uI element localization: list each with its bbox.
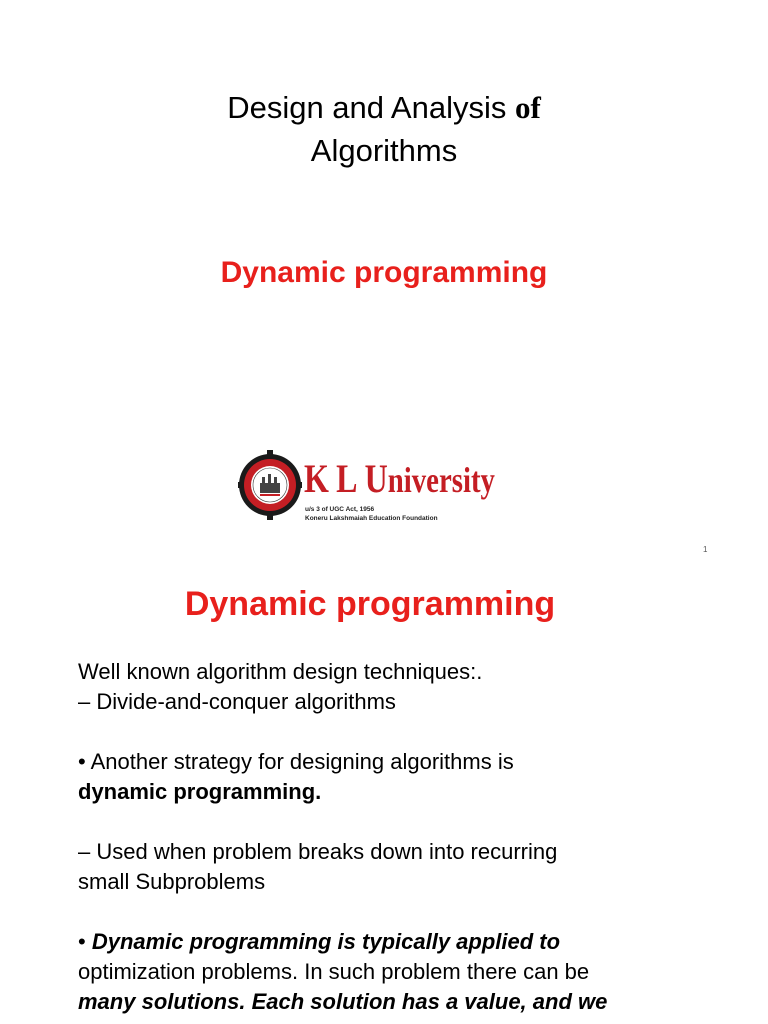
bullet-optimization-line-3: many solutions. Each solution has a value, and we (78, 989, 608, 1014)
logo-word-rest: niversity (387, 460, 495, 500)
logo-act-text: u/s 3 of UGC Act, 1956 (305, 506, 375, 513)
content-slide (0, 565, 768, 1024)
slide-title (0, 86, 768, 172)
title-line-2: Algorithms (310, 133, 458, 168)
slide-body (78, 657, 718, 1017)
dash-item-recurring-line-2: small Subproblems (78, 869, 266, 894)
university-seal-icon (238, 443, 302, 527)
bullet-bold-italic-text: Dynamic programming is typically applied to (91, 929, 561, 954)
bullet-marker: • (78, 929, 92, 954)
title-line-1-of: of (514, 90, 541, 125)
logo-foundation-text: Koneru Lakshmaiah Education Foundation (305, 515, 438, 522)
bullet-dynamic-programming-bold: dynamic programming. (78, 779, 322, 804)
slide-heading: Dynamic programming (184, 585, 556, 623)
kl-university-logo (238, 443, 538, 527)
logo-letter-u: U (364, 456, 388, 501)
page-number: 1 (703, 545, 708, 554)
logo-letter-k: K (304, 456, 329, 501)
dash-item-recurring-line-1: – Used when problem breaks down into recurring (78, 839, 558, 864)
intro-line: Well known algorithm design techniques:. (78, 659, 483, 684)
slide-subtitle: Dynamic programming (220, 256, 548, 289)
dash-item-divide-conquer: – Divide-and-conquer algorithms (78, 689, 396, 714)
logo-wordmark (304, 456, 495, 501)
logo-letter-l: L (336, 456, 358, 501)
bullet-optimization-line-1 (78, 927, 718, 957)
title-line-1-text: Design and Analysis (227, 90, 507, 125)
title-line-1 (0, 86, 768, 129)
bullet-optimization-line-2: optimization problems. In such problem there can be (78, 959, 590, 984)
bullet-another-strategy: • Another strategy for designing algorithms is (78, 749, 514, 774)
